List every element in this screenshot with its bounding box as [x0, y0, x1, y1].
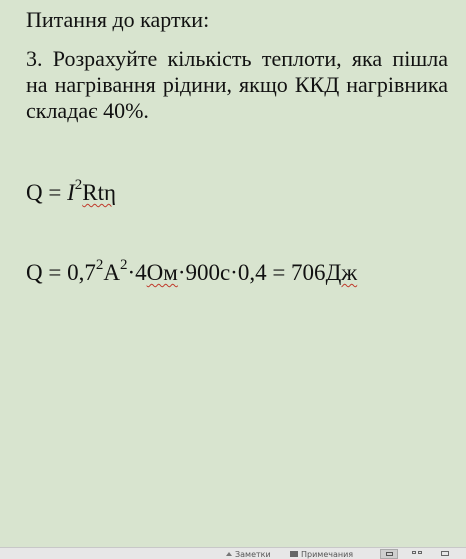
- formula-rest: Rtη: [82, 180, 117, 205]
- formula-lhs: Q =: [26, 180, 68, 205]
- calc-unit-ohm: Ом: [146, 260, 178, 285]
- formula-exponent: 2: [74, 177, 83, 194]
- calc-mult-1: ·4: [127, 260, 147, 285]
- formula-current-symbol: I: [67, 180, 75, 205]
- calc-lhs: Q = 0,7: [26, 260, 96, 285]
- calc-unit-ampere: A: [103, 260, 120, 285]
- comments-label: Примечания: [301, 549, 354, 559]
- slide-heading: Питання до картки:: [26, 7, 210, 32]
- normal-view-button[interactable]: [380, 549, 398, 559]
- formula-general: [26, 178, 116, 208]
- calc-exponent-2: 2: [119, 257, 128, 274]
- calc-mult-2: ·900с·0,4 = 706: [177, 260, 326, 285]
- slide-sorter-view-button[interactable]: [408, 549, 426, 559]
- calc-exponent-1: 2: [95, 257, 104, 274]
- reading-view-button[interactable]: [436, 549, 454, 559]
- notes-icon: [226, 552, 232, 556]
- notes-button[interactable]: [226, 549, 271, 559]
- formula-calculation: [26, 258, 357, 288]
- question-text: 3. Розрахуйте кількість теплоти, яка пішла на нагрівання рідини, якщо ККД нагрівника складає 40%.: [26, 46, 448, 123]
- notes-label: Заметки: [235, 549, 271, 559]
- comments-icon: [290, 551, 298, 557]
- comments-button[interactable]: [290, 549, 353, 559]
- status-bar: [0, 547, 466, 559]
- calc-unit-joule: Дж: [325, 260, 358, 285]
